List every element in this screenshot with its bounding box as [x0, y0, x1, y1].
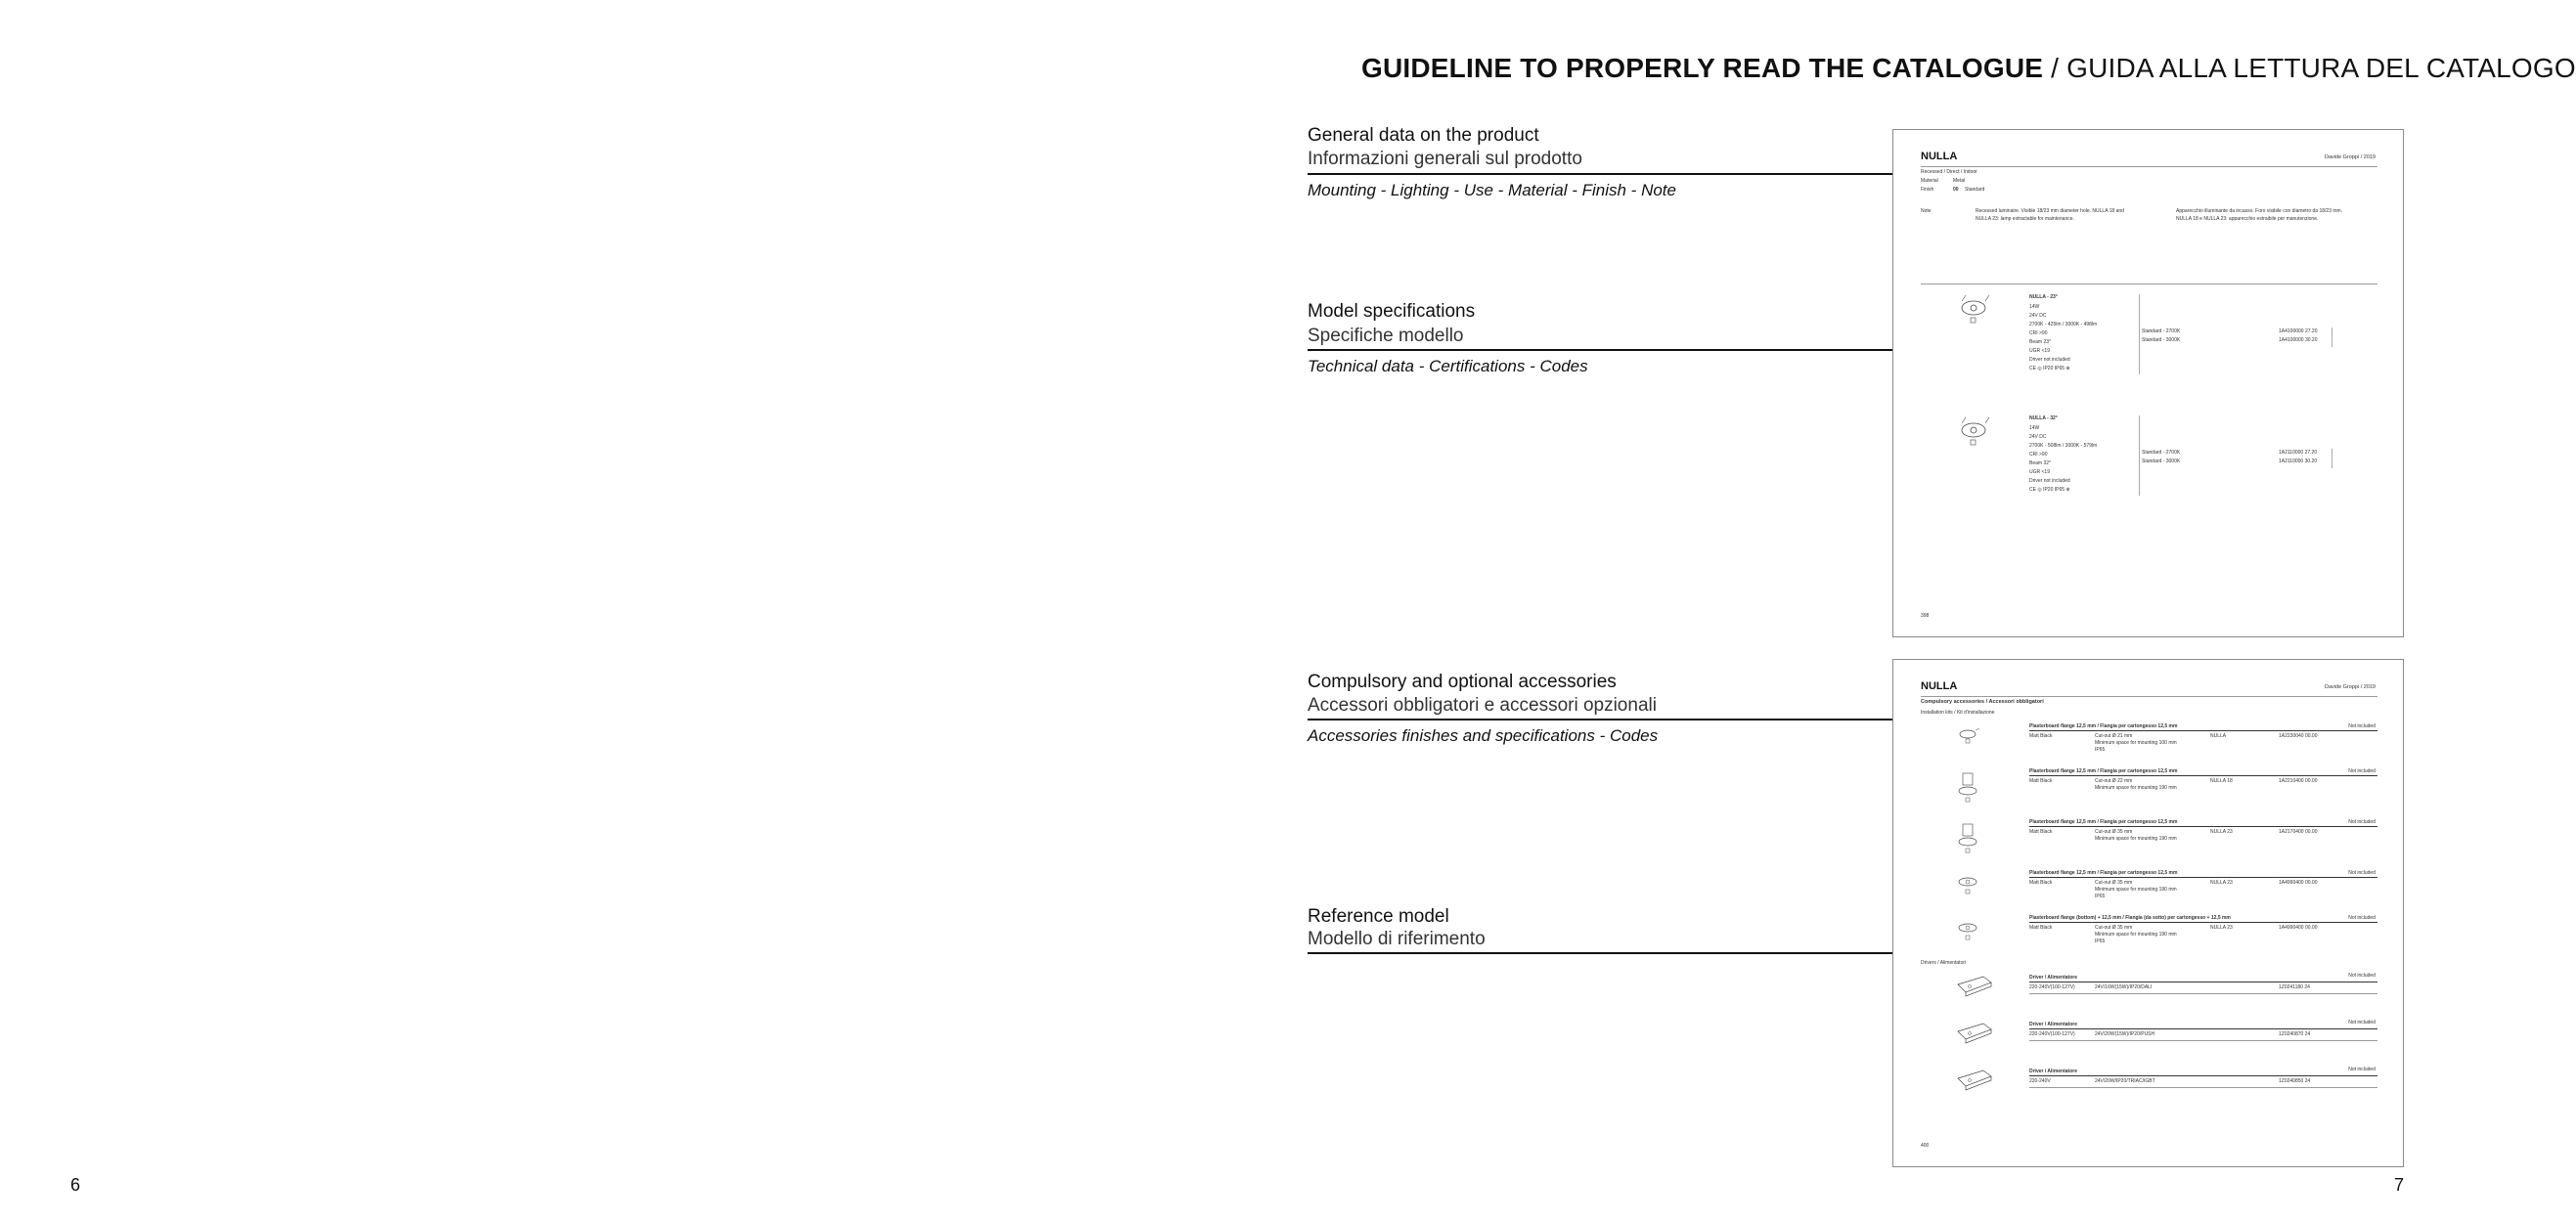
model-section-title-en: Model specifications	[1308, 301, 1476, 322]
thumb1-model2-certifications: CE ◎ IP20 IP65 ⊕	[2029, 487, 2070, 493]
accessory-cutout: Cut-out Ø 35 mm	[2095, 925, 2133, 931]
catalogue-page-thumbnail-400	[1892, 659, 2404, 1167]
driver-drawing-icon	[1954, 971, 1995, 1000]
driver-bottom-rule	[2029, 1040, 2377, 1041]
thumb1-model2-row1-temp: Standard - 2700K	[2142, 450, 2181, 456]
thumb1-note-it-1: Apparecchio illuminante da incasso. Foro visibile con diametro da 18/23 mm.	[2176, 208, 2343, 214]
driver-rule	[2029, 1075, 2377, 1076]
driver-input: 220-240V	[2029, 1078, 2051, 1084]
accessory-model: NULLA 23	[2210, 925, 2233, 931]
accessory-min-space: Minimum space for mounting 190 mm	[2095, 887, 2177, 893]
flange-drawing-icon	[1954, 870, 1983, 897]
thumb1-model2-spec: Beam 32°	[2029, 460, 2052, 466]
driver-status: Not included	[2348, 973, 2376, 979]
general-leader-line	[1308, 173, 1904, 175]
driver-spec: 24V/20W(15W)/IP20/PUSH	[2095, 1031, 2155, 1037]
thumb1-model1-certifications: CE ◎ IP20 IP65 ⊕	[2029, 366, 2070, 371]
thumb1-page-number: 398	[1921, 613, 1930, 619]
thumb1-finish-code: 00	[1953, 187, 1959, 193]
accessory-status: Not included	[2348, 723, 2376, 729]
thumb1-model1-spec: UGR <19	[2029, 348, 2050, 354]
thumb1-subtitle: Recessed / Direct / Indoor	[1921, 169, 1977, 175]
driver-bottom-rule	[2029, 1087, 2377, 1088]
page-title	[1361, 53, 2576, 84]
accessory-cutout: Cut-out Ø 35 mm	[2095, 880, 2133, 886]
driver-drawing-icon	[1954, 1065, 1995, 1094]
thumb2-header-rule	[1921, 696, 2377, 697]
accessory-rule	[2029, 730, 2377, 731]
accessory-rule	[2029, 775, 2377, 776]
thumb2-section-title: Compulsory accessories / Accessori obbligatori	[1921, 699, 2044, 705]
thumb1-designer: Davide Groppi / 2019	[2325, 154, 2376, 160]
thumb1-model1-spec: 2700K - 425lm / 3000K - 498lm	[2029, 322, 2098, 327]
accessory-code: 1A2230040 00.00	[2279, 733, 2318, 739]
thumb1-material-value: Metal	[1953, 178, 1966, 184]
accessories-leader-line	[1308, 719, 1904, 720]
accessory-ip: IP65	[2095, 894, 2106, 899]
thumb1-model2-spec: 2700K - 508lm / 3000K - 579lm	[2029, 443, 2098, 449]
thumb1-material-label: Material	[1921, 178, 1938, 184]
accessory-title: Plasterboard flange 12,5 mm / Flangia per cartongesso 12,5 mm	[2029, 870, 2178, 876]
thumb1-model1-spec: 24V DC	[2029, 313, 2047, 319]
driver-title: Driver / Alimentatore	[2029, 1069, 2077, 1074]
driver-code: 1Z0241180 24	[2279, 984, 2310, 990]
accessory-model: NULLA 23	[2210, 880, 2233, 886]
thumb1-model2-row2-temp: Standard - 3000K	[2142, 458, 2181, 464]
thumb2-title: NULLA	[1921, 680, 1958, 692]
driver-title: Driver / Alimentatore	[2029, 975, 2077, 981]
lamp-drawing-icon	[1956, 414, 1997, 449]
accessory-rule	[2029, 826, 2377, 827]
flange-drawing-icon	[1954, 724, 1983, 746]
thumb1-model1-row1-code: 1A4100000 27.20	[2279, 328, 2318, 334]
driver-rule	[2029, 1028, 2377, 1029]
thumb1-model2-spec: CRI >90	[2029, 452, 2048, 458]
thumb1-model2-spec: 24V DC	[2029, 434, 2047, 440]
accessories-section-title-it: Accessori obbligatori e accessori opzionali	[1308, 695, 1657, 716]
driver-title: Driver / Alimentatore	[2029, 1022, 2077, 1027]
thumb1-model1-spec: CRI >90	[2029, 330, 2048, 336]
accessory-rule	[2029, 922, 2377, 923]
accessory-status: Not included	[2348, 915, 2376, 921]
thumb1-finish-label: Finish	[1921, 187, 1934, 193]
thumb1-model1-spec: Driver not included	[2029, 357, 2070, 363]
accessory-code: 1A4990400 00.00	[2279, 880, 2318, 886]
thumb1-model1-row1-temp: Standard - 2700K	[2142, 328, 2181, 334]
general-section-title-en: General data on the product	[1308, 125, 1539, 146]
driver-input: 220-240V(100-127V)	[2029, 984, 2075, 990]
driver-status: Not included	[2348, 1067, 2376, 1072]
flange-drawing-icon	[1954, 916, 1983, 943]
page-title-regular: / GUIDA ALLA LETTURA DEL CATALOGO	[2043, 53, 2576, 83]
accessory-status: Not included	[2348, 870, 2376, 876]
lamp-drawing-icon	[1956, 291, 1997, 327]
thumb1-model2-name: NULLA - 32°	[2029, 415, 2058, 421]
general-section-desc: Mounting - Lighting - Use - Material - Finish - Note	[1308, 181, 1676, 199]
thumb1-model1-row2-code: 1A4100000 30.20	[2279, 337, 2318, 343]
thumb1-model1-name: NULLA - 23°	[2029, 294, 2058, 300]
accessories-section-desc: Accessories finishes and specifications - Codes	[1308, 726, 1659, 745]
accessory-finish: Matt Black	[2029, 778, 2053, 784]
thumb1-model2-divider	[2139, 415, 2140, 496]
driver-input: 220-240V(100-127V)	[2029, 1031, 2075, 1037]
left-page-number: 6	[70, 1175, 81, 1195]
page-title-bold: GUIDELINE TO PROPERLY READ THE CATALOGUE	[1361, 53, 2044, 83]
driver-status: Not included	[2348, 1020, 2376, 1026]
right-page-number: 7	[2394, 1175, 2405, 1195]
thumb1-model2-row2-code: 1A2110000 30.20	[2279, 458, 2318, 464]
thumb1-note-label: Note	[1921, 208, 1932, 214]
reference-section-title-it: Modello di riferimento	[1308, 929, 1486, 949]
general-section-title-it: Informazioni generali sul prodotto	[1308, 149, 1582, 169]
thumb1-title: NULLA	[1921, 151, 1958, 162]
accessory-finish: Matt Black	[2029, 733, 2053, 739]
thumb1-model1-spec: 14W	[2029, 304, 2040, 310]
accessory-cutout: Cut-out Ø 21 mm	[2095, 733, 2133, 739]
accessory-model: NULLA 23	[2210, 829, 2233, 835]
thumb1-model1-row2-temp: Standard - 3000K	[2142, 337, 2181, 343]
thumb1-model2-row1-code: 1A2110000 27.20	[2279, 450, 2318, 456]
thumb1-header-rule	[1921, 166, 2377, 167]
flange-drawing-icon	[1954, 771, 1983, 805]
reference-section-title-en: Reference model	[1308, 906, 1449, 927]
thumb1-model1-spec: Beam 23°	[2029, 339, 2052, 345]
driver-code: 1Z0240870 24	[2279, 1031, 2311, 1037]
thumb1-model2-spec: UGR <19	[2029, 469, 2050, 475]
accessory-min-space: Minimum space for mounting 190 mm	[2095, 836, 2177, 842]
accessory-finish: Matt Black	[2029, 829, 2053, 835]
accessory-model: NULLA	[2210, 733, 2227, 739]
accessory-title: Plasterboard flange 12,5 mm / Flangia per cartongesso 12,5 mm	[2029, 768, 2178, 774]
thumb1-note-it-2: NULLA 18 e NULLA 23: apparecchio estraibile per manutenzione.	[2176, 216, 2319, 222]
catalogue-page-thumbnail-398	[1892, 129, 2404, 637]
thumb1-model1-divider	[2139, 294, 2140, 374]
accessory-rule	[2029, 877, 2377, 878]
thumb2-designer: Davide Groppi / 2019	[2325, 684, 2376, 690]
thumb1-model2-spec: Driver not included	[2029, 478, 2070, 484]
driver-drawing-icon	[1954, 1018, 1995, 1047]
accessory-ip: IP65	[2095, 747, 2106, 753]
thumb1-note-en-2: NULLA 23: lamp extractable for maintenance.	[1976, 216, 2074, 222]
accessories-section-title-en: Compulsory and optional accessories	[1308, 672, 1617, 692]
thumb2-page-number: 400	[1921, 1143, 1930, 1149]
model-section-title-it: Specifiche modello	[1308, 326, 1464, 346]
accessory-ip: IP65	[2095, 938, 2106, 944]
accessory-cutout: Cut-out Ø 22 mm	[2095, 778, 2133, 784]
accessory-status: Not included	[2348, 819, 2376, 825]
thumb2-section-sub: Installation kits / Kit d'installazione	[1921, 710, 1995, 716]
accessory-min-space: Minimum space for mounting 190 mm	[2095, 785, 2177, 791]
thumb1-note-en-1: Recessed luminaire. Visible 18/23 mm diameter hole. NULLA 18 and	[1976, 208, 2124, 214]
thumb1-model2-spec: 14W	[2029, 425, 2040, 431]
driver-code: 1Z0240850 24	[2279, 1078, 2311, 1084]
accessory-code: 1A4990400 00.00	[2279, 925, 2318, 931]
accessory-min-space: Minimum space for mounting 100 mm	[2095, 740, 2177, 746]
accessory-code: 1A2210400 00.00	[2279, 778, 2318, 784]
flange-drawing-icon	[1954, 822, 1983, 855]
driver-spec: 24V/20W/IP20/TRIAC/IGBT	[2095, 1078, 2155, 1084]
accessory-finish: Matt Black	[2029, 925, 2053, 931]
accessory-title: Plasterboard flange (bottom) + 12,5 mm / Flangia (da sotto) per cartongesso + 12,5 mm	[2029, 915, 2231, 921]
model-section-desc: Technical data - Certifications - Codes	[1308, 357, 1588, 375]
thumb2-drivers-label: Drivers / Alimentatori	[1921, 960, 1967, 966]
accessory-model: NULLA 18	[2210, 778, 2233, 784]
accessory-min-space: Minimum space for mounting 190 mm	[2095, 932, 2177, 938]
accessory-code: 1A2170400 00.00	[2279, 829, 2318, 835]
accessory-title: Plasterboard flange 12,5 mm / Flangia per cartongesso 12,5 mm	[2029, 723, 2178, 729]
accessory-finish: Matt Black	[2029, 880, 2053, 886]
accessory-status: Not included	[2348, 768, 2376, 774]
accessory-cutout: Cut-out Ø 35 mm	[2095, 829, 2133, 835]
driver-bottom-rule	[2029, 993, 2377, 994]
model-leader-line	[1308, 349, 1904, 351]
accessory-title: Plasterboard flange 12,5 mm / Flangia per cartongesso 12,5 mm	[2029, 819, 2178, 825]
thumb1-finish-value: Standard	[1965, 187, 1985, 193]
driver-spec: 24V/16W(15W)/IP20/DALI	[2095, 984, 2153, 990]
